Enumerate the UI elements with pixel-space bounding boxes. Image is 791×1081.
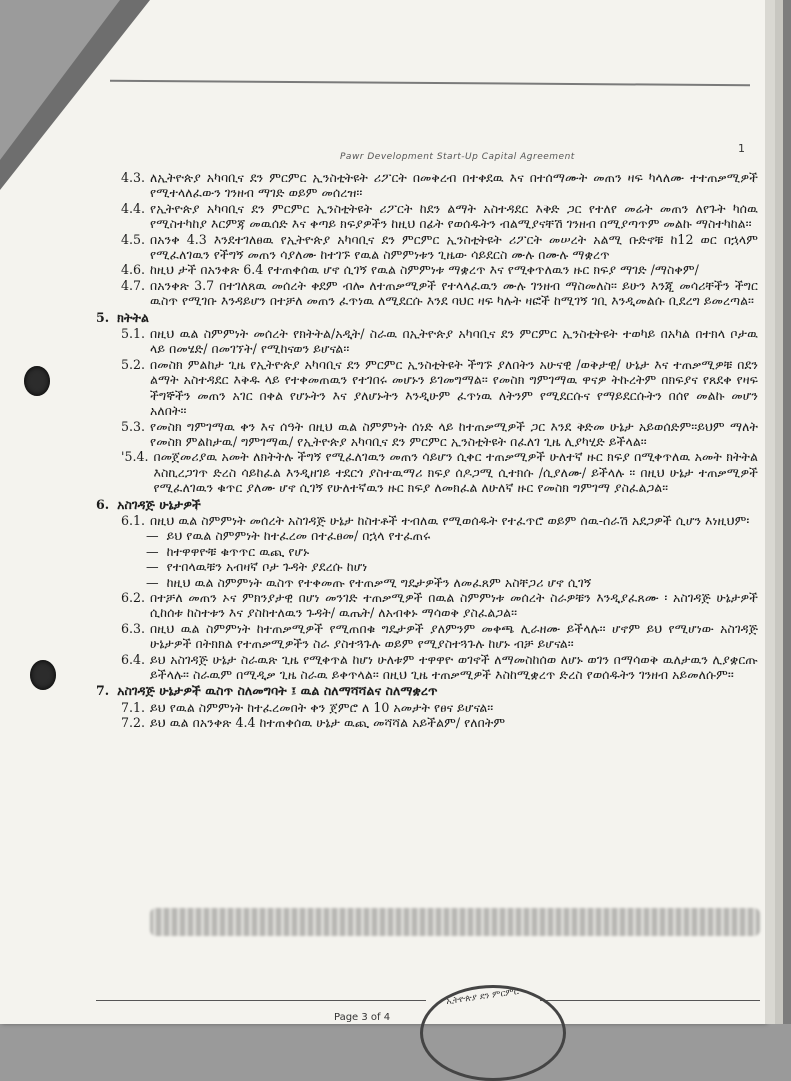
clause-5-1 xyxy=(96,326,758,357)
clause-5-4 xyxy=(96,449,758,495)
clause-6-4 xyxy=(96,652,758,683)
clause-number: 7.2. xyxy=(121,715,146,731)
clause-number: 4.3. xyxy=(121,170,146,185)
clause-text: የኢትዮጵያ አካባቢና ደን ምርምር ኢንስቲትዩት ሪፖርት ከደን ልማት አስተዳደር እቅድ ጋር የተለየ መሬት መጠን ለየጉት ካሰዉ የሚስተካከያ እርምጃ መዉሰድ እና ቀጣይ ክፍያዎችን ከዚህ በፊት የወሰዱትን ብልሚያናቸሽ ገንዘብ በሚያጣጥም መልኩ ማስተካከል፡፡ xyxy=(150,200,758,232)
page-stack-edge xyxy=(783,0,791,1024)
clause-number: 5.3. xyxy=(121,418,146,434)
section-6-items-cont xyxy=(96,590,758,682)
clause-4-3 xyxy=(96,170,758,201)
page-stack-edge xyxy=(765,0,775,1024)
bullet-dash: — xyxy=(146,559,159,575)
clause-number: 4.6. xyxy=(121,262,146,278)
clause-text: ይህ አስገዳጅ ሁኔታ ስራዉጽ ጊዜ የሚቀጥል ከሆነ ሁለቱም ተዋዋዮ ወገኖች ለማመስከሰወ ለሆኑ ወገን በማሳወቅ ዉለታዉን ሊያቋርጡ ይችላሉ፡፡ ስራዉም በሚዲቃ ጊዜ ስራዉ ይቀጥላል፡፡ በዚህ ጊዜ ተጠቃሚዎች እስከሚቋረጥ ድረስ የወሰዱትን ገንዘብ አይመለሱም፡፡ xyxy=(150,651,758,682)
section-number: 5. xyxy=(96,309,110,325)
clause-6-3 xyxy=(96,621,758,652)
clause-text: ከዚህ ታች በአንቀጽ 6.4 የተጠቀሰዉ ሆኖ ሲገኝ የዉል ስምምነቱ ማቋረጥ እና የሚቀጥለዉን ዙር ክፍያ ማገድ /ማስቀም/ xyxy=(150,262,699,278)
section-number: 6. xyxy=(96,496,110,512)
footer-rule xyxy=(96,1000,426,1001)
punch-hole xyxy=(30,660,56,690)
clause-number: 4.7. xyxy=(121,277,146,293)
clause-4-6 xyxy=(96,262,758,277)
clause-4-7 xyxy=(96,278,758,309)
bullet-item xyxy=(146,559,758,574)
section-title: አስገዳጅ ሁኔታዎች ዉስጥ ስለመግባት ፤ ዉል ስለማሻሻልና ስለማቋረጥ xyxy=(117,683,438,699)
clause-text: የመስክ ግምገማዉ ቀን እና ሰዓት በዚህ ዉል ስምምነት ሰነድ ላይ ከተጠቃሚዎች ጋር እንደ ቅድመ ሁኔታ አይወሰድም፡፡ይህም ማለት የመስክ ምልከታዉ/ ግምገማዉ/ የኢትዮጵያ አካባቢና ደን ምርምር ኢንስቲትዩት በፈለገ ጊዜ ሊያካሂድ ይችላል፡፡ xyxy=(150,418,758,449)
bullet-dash: — xyxy=(146,574,159,590)
section-4-items xyxy=(96,170,758,309)
clause-number: 7.1. xyxy=(121,699,146,715)
footer-rule xyxy=(540,1000,760,1001)
folded-corner-shade xyxy=(0,0,120,160)
section-6-items xyxy=(96,513,758,528)
section-heading xyxy=(96,683,758,698)
clause-number: 5.2. xyxy=(121,356,146,372)
clause-number: '5.4. xyxy=(121,449,149,465)
clause-text: በአንቀጽ 3.7 በተገለጸዉ መሰረት ቀደም ብሎ ለተጠቃሚዎች የተላላፈዉን ሙሉ ገንዘብ ማስመለስ፡፡ ይሁን እንጂ መሳሪቸችን ችግር ዉስጥ የሚገቡ እንዳይሆን በተቻለ መጠን ፈጥነዉ ለሚደርሱ እንደ ባህር ዛፍ ካሉት ዛፎች ከሚገኝ ገቢ እንዲመልሱ ቢደረግ ይመረጣል፡፡ xyxy=(150,277,758,309)
document-body xyxy=(96,170,758,731)
bullet-dash: — xyxy=(146,528,159,544)
clause-number: 4.5. xyxy=(121,231,146,247)
clause-4-5 xyxy=(96,232,758,263)
bullet-text: ከተዋዋዮቹ ቁጥጥር ዉጪ የሆኑ xyxy=(166,543,310,559)
bullet-item xyxy=(146,544,758,559)
page-stack-edge xyxy=(775,0,783,1024)
bullet-text: ይህ የዉል ስምምነት ከተፈረመ በተፈፀመ/ በኋላ የተፈጠሩ xyxy=(166,528,431,544)
section-heading xyxy=(96,497,758,512)
clause-text: በዚህ ዉል ስምምነት ከተጠቃሚዎች የሚጠበቁ ግዴታዎች ያለምንም መቀጫ ሊራዘሙ ይችላሉ፡፡ ሆኖም ይህ የሚሆነው አስገዳጅ ሁኔታዎች በትክክል የተጠቃሚዎችን ስራ ያስተጓጉሉ ወይም የሚያስተጓጉሉ ከሆኑ ብቻ ይሆናል፡፡ xyxy=(150,620,758,652)
clause-text: በዚህ ዉል ስምምነት መሰረት የክትትል/አዲት/ ስራዉ በኢትዮጵያ አካባቢና ደን ምርምር ኢንስቲትዩት ተወካይ በአካል በተክላ ቦታዉ ላይ በመሄድ/ በመገኘት/ የሚከናወን ይሆናል፡፡ xyxy=(150,326,758,357)
page-footer: Page 3 of 4 xyxy=(334,1012,391,1023)
stamp-text: ኢትዮጵያ ደን ምርምር xyxy=(445,986,520,1008)
section-5-items xyxy=(96,326,758,495)
section-7-items xyxy=(96,700,758,731)
clause-5-3 xyxy=(96,419,758,450)
section-number: 7. xyxy=(96,683,110,699)
bullet-list xyxy=(96,528,758,590)
clause-number: 4.4. xyxy=(121,200,146,216)
clause-5-2 xyxy=(96,357,758,419)
bullet-text: የተበላዉቹን አብዛኛ ቦታ ጉዳት ያደረሱ ከሆነ xyxy=(166,559,368,575)
clause-4-4 xyxy=(96,201,758,232)
section-title: አስገዳጅ ሁኔታዎች xyxy=(117,496,201,512)
clause-text: በተቻለ መጠን ኦና ምክንያታዊ በሆነ መንገድ ተጠቃሚዎች በዉል ስምምነቱ መሰረት ስራዎቹን እንዲያፈጸሙ ፡ አስገዳጅ ሁኔታዎች ሲከሰቱ ከስተቱን እና ያስከተለዉን ጉዳት/ ዉጤት/ ለአብቀኑ ማሳወቅ ያስፈልጋል፡፡ xyxy=(150,589,758,621)
bullet-dash: — xyxy=(146,543,159,559)
clause-6-2 xyxy=(96,590,758,621)
clause-6-1 xyxy=(96,513,758,528)
clause-text: በመጀመሪያዉ አመት ለክትትሉ ችግኝ የሚፈለገዉን መጠን ሳይሆን ሲቀር ተጠቃሚዎች ሁለተኛ ዙር ክፍያ በሚቀጥለዉ አመት ክትትል እስኪረጋገጥ ድረስ ሳይከፈል እንዲዘገይ ተደርጎ ያስተዉማሪ ክፍያ ሰዶጋሚ ሲተክሱ /ሲያለሙ/ ይችላሉ ፡፡ በዚህ ሁኔታ ተጠቃሚዎች የሚፈለገዉን ቁጥር ያለሙ ሆኖ ሲገኝ የሁለተኛዉን ዙር ክፍያ ለመክፈል ለሁለኛ ዙር የመስክ ግምገማ ያስፈልጋል፡፡ xyxy=(153,449,758,496)
clause-text: ይህ ዉል በአንቀጽ 4.4 ከተጠቀሰዉ ሁኔታ ዉጪ መሻሻል አይችልም/ የለበትም xyxy=(150,715,506,731)
clause-number: 6.2. xyxy=(121,589,146,605)
clause-text: በአንቀ 4.3 እንደተገለፀዉ የኢትዮጵያ አካባቢና ደን ምርምር ኢንስቲትዩት ሪፖርት መሠረት አልሚ ቡድኖቹ ከ12 ወር በኋላም የሚፈለገዉን የችግኝ መጠን ሳያለሙ ከተገኙ የዉል ስምምነቱን ጊዜው ሳይደርስ ሙሉ በሙሉ ማቋረጥ xyxy=(150,231,758,263)
clause-text: በመስክ ምልከታ ጊዜ የኢትዮጵያ አካባቢና ደን ምርምር ኢንስቲትዩት ችግኙ ያለበትን አሁናዊ /ወቅታዊ/ ሁኔታ እና ተጠቃሚዎቹ በደን ልማት አስተዳደር እቅዱ ላይ የተቀመጠዉን የተገበሩ መሆኑን ይገመግማል፡፡ የመስክ ግምገማዉ ዋናዎ ትኩረትም በክፍያና የጸደቀ የዛፍ ችግኞችን መጠን አገር በቀል የሆኑትን እና ያለሆኑትን እንዲሁም ፈጥነዉ ለትንም የሚደርሱና የማይደርሱትን በሰየ መልኩ መሆን አለበት፡፡ xyxy=(150,356,758,419)
clause-number: 6.3. xyxy=(121,620,146,636)
bullet-item xyxy=(146,575,758,590)
corner-page-number: 1 xyxy=(738,142,745,155)
clause-number: 5.1. xyxy=(121,326,146,342)
clause-text: ለኢትዮጵያ አካባቢና ደን ምርምር ኢንስቲትዩት ሪፖርት በመቅረብ በተቀደዉ እና በተሰማሙት መጠን ዛፍ ካላለሙ ተተጠቃሚዎች የሚተላለፈውን ገንዘብ ማገድ ወይም መሰረዝ፡፡ xyxy=(150,170,758,201)
clause-7-2 xyxy=(96,715,758,730)
clause-7-1 xyxy=(96,700,758,715)
section-title: ክትትል xyxy=(117,309,149,325)
running-header: Pawr Development Start-Up Capital Agreement xyxy=(340,152,575,162)
clause-text: በዚህ ዉል ስምምነት መሰረት አስገዳጅ ሁኔታ ከስተቶች ተብለዉ የሚወሰዱት የተፈጥሮ ወይም ሰዉ-ሰራሽ አደጋዎች ሲሆን እነዚህም፡ xyxy=(150,512,750,528)
clause-text: ይህ የዉል ስምምነት ከተፈረመበት ቀን ጀምሮ ለ 10 አመታት የፀና ይሆናል፡፡ xyxy=(150,699,494,715)
clause-number: 6.4. xyxy=(121,651,146,667)
bullet-text: ከዚህ ዉል ስምምነት ዉስጥ የተቀመጡ የተጠቃሚ ግዴታዎችን ለመፈጸም አስቸጋሪ ሆኖ ሲገኝ xyxy=(166,574,592,590)
bullet-item xyxy=(146,528,758,543)
scan-smudge xyxy=(150,908,760,936)
clause-number: 6.1. xyxy=(121,512,146,528)
section-heading xyxy=(96,310,758,325)
punch-hole xyxy=(24,366,50,396)
